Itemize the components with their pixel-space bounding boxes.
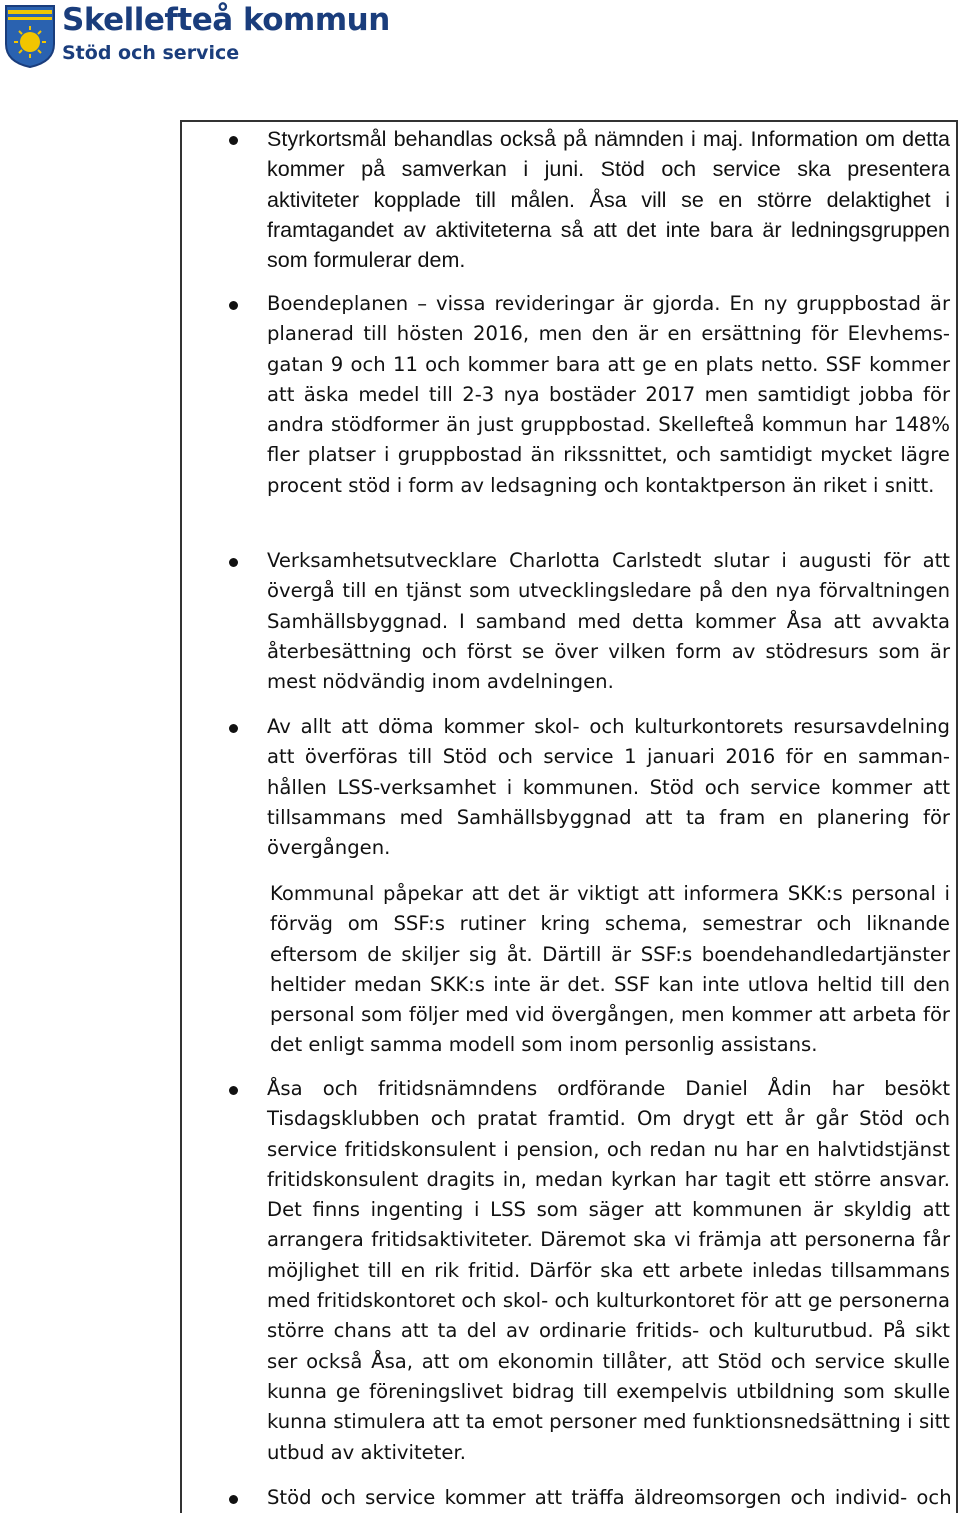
list-item-text: Boendeplanen – vissa revideringar är gjorda. En ny gruppbostad är planerad till hösten 2016, men den är en ersättning för Elevhemsgatan 9 och 11 och kommer bara att ge en plats netto. SSF kommer att äska medel till 2-3 nya bostäder 2017 men samtidigt jobba för andra stödformer än just gruppbostad. Skellefteå kommun har 148% fler platser i gruppbostad än rikssnittet, och samtidigt mycket lägre procent stöd i form av ledsagning och kontaktperson än riket i snitt. (267, 292, 950, 497)
municipality-coat-of-arms-icon (4, 4, 56, 68)
list-item (267, 1483, 950, 1513)
minutes-content-box (180, 120, 958, 1513)
bullet-icon (229, 1086, 238, 1095)
page-header (4, 2, 390, 74)
list-item (267, 1074, 950, 1468)
list-item-text: Verksamhetsutvecklare Charlotta Carlstedt slutar i augusti för att övergå till en tjänst som utvecklingsledare på den nya förvaltningen Samhällsbyggnad. I samband med detta kommer Åsa att avvakta återbesättning och först se över vilken form av stödresurs som är mest nödvändig inom avdelningen. (267, 549, 950, 694)
paragraph-text: Kommunal påpekar att det är viktigt att informera SKK:s personal i förväg om SSF:s rutiner kring schema, semestrar och liknande eftersom de skiljer sig åt. Därtill är SSF:s boendehandledartjänster heltider medan SKK:s inte är det. SSF kan inte utlova heltid till den personal som följer med vid övergången, men kommer att arbeta för det enligt samma modell som inom personlig assistans. (270, 882, 950, 1057)
list-item (267, 124, 950, 275)
list-item (267, 712, 950, 863)
list-item-text: Styrkortsmål behandlas också på nämnden i maj. Information om detta kommer på samverkan i juni. Stöd och service ska presentera aktiviteter kopplade till målen. Åsa vill se en större delaktighet i framtagandet av aktiviteterna så att det inte bara är ledningsgruppen som formulerar dem. (267, 127, 950, 273)
organization-name: Skellefteå kommun (62, 2, 390, 38)
list-item-text: Av allt att döma kommer skol- och kulturkontorets resursavdelning att överföras till Stöd och service 1 januari 2016 för en sammanhållen LSS-verksamhet i kommunen. Stöd och service kommer att tillsammans med Samhällsbyggnad att ta fram en planering för övergången. (267, 715, 950, 860)
list-item-text: Åsa och fritidsnämndens ordförande Daniel Ådin har besökt Tisdagsklubben och pratat framtid. Om drygt ett år går Stöd och service fritidskonsulent i pension, och redan nu har en halvtidstjänst fritidskonsulent dragits in, medan kyrkan har tagit ett större ansvar. Det finns ingenting i LSS som säger att kommunen är skyldig att arrangera fritidsaktiviteter. Däremot ska vi främja att personerna får möjlighet till en rik fritid. Därför ska ett arbete inledas tillsammans med fritidskontoret och skol- och kulturkontoret för att ge personerna större chans att ta del av ordinarie fritids- och kulturutbud. På sikt ser också Åsa, att om ekonomin tillåter, att Stöd och service skulle kunna ge föreningslivet bidrag till exempelvis utbildning som skulle kunna stimulera att ta emot personer med funktionsnedsättning i sitt utbud av aktiviteter. (267, 1077, 950, 1464)
bullet-icon (229, 724, 238, 733)
bullet-icon (229, 301, 238, 310)
bullet-icon (229, 558, 238, 567)
list-item (267, 546, 950, 697)
bullet-icon (229, 1495, 238, 1504)
plain-paragraph (270, 879, 950, 1061)
list-item (267, 289, 950, 501)
bullet-icon (229, 136, 238, 145)
list-item-text: Stöd och service kommer att träffa äldreomsorgen och individ- och (267, 1486, 952, 1509)
organization-unit: Stöd och service (62, 42, 240, 64)
